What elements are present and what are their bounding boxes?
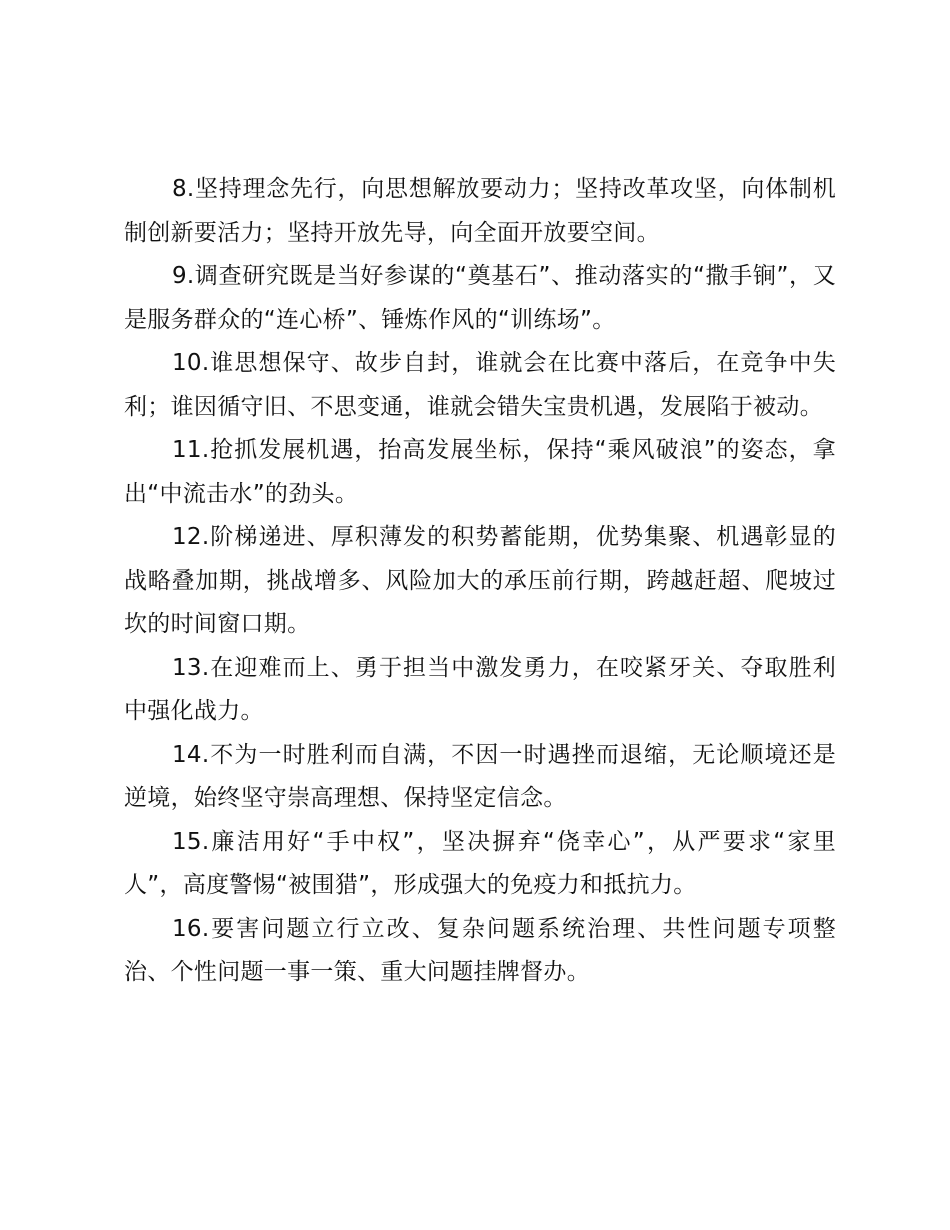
paragraph-15: 15.廉洁用好“手中权”，坚决摒弃“侥幸心”，从严要求“家里人”，高度警惕“被围猎”，形成强大的免疫力和抵抗力。 xyxy=(124,828,836,898)
document-body xyxy=(124,168,836,995)
paragraph-13: 13.在迎难而上、勇于担当中激发勇力，在咬紧牙关、夺取胜利中强化战力。 xyxy=(124,654,836,724)
paragraph-16: 16.要害问题立行立改、复杂问题系统治理、共性问题专项整治、个性问题一事一策、重大问题挂牌督办。 xyxy=(124,915,836,985)
paragraph-10: 10.谁思想保守、故步自封，谁就会在比赛中落后，在竞争中失利；谁因循守旧、不思变通，谁就会错失宝贵机遇，发展陷于被动。 xyxy=(124,350,836,420)
paragraph-12: 12.阶梯递进、厚积薄发的积势蓄能期，优势集聚、机遇彰显的战略叠加期，挑战增多、风险加大的承压前行期，跨越赶超、爬坡过坎的时间窗口期。 xyxy=(124,524,836,637)
paragraph-9: 9.调查研究既是当好参谋的“奠基石”、推动落实的“撒手锏”，又是服务群众的“连心桥”、锤炼作风的“训练场”。 xyxy=(124,263,836,333)
paragraph-8: 8.坚持理念先行，向思想解放要动力；坚持改革攻坚，向体制机制创新要活力；坚持开放先导，向全面开放要空间。 xyxy=(124,176,836,246)
paragraph-14: 14.不为一时胜利而自满，不因一时遇挫而退缩，无论顺境还是逆境，始终坚守崇高理想、保持坚定信念。 xyxy=(124,741,836,811)
paragraph-11: 11.抢抓发展机遇，抬高发展坐标，保持“乘风破浪”的姿态，拿出“中流击水”的劲头。 xyxy=(124,437,836,507)
